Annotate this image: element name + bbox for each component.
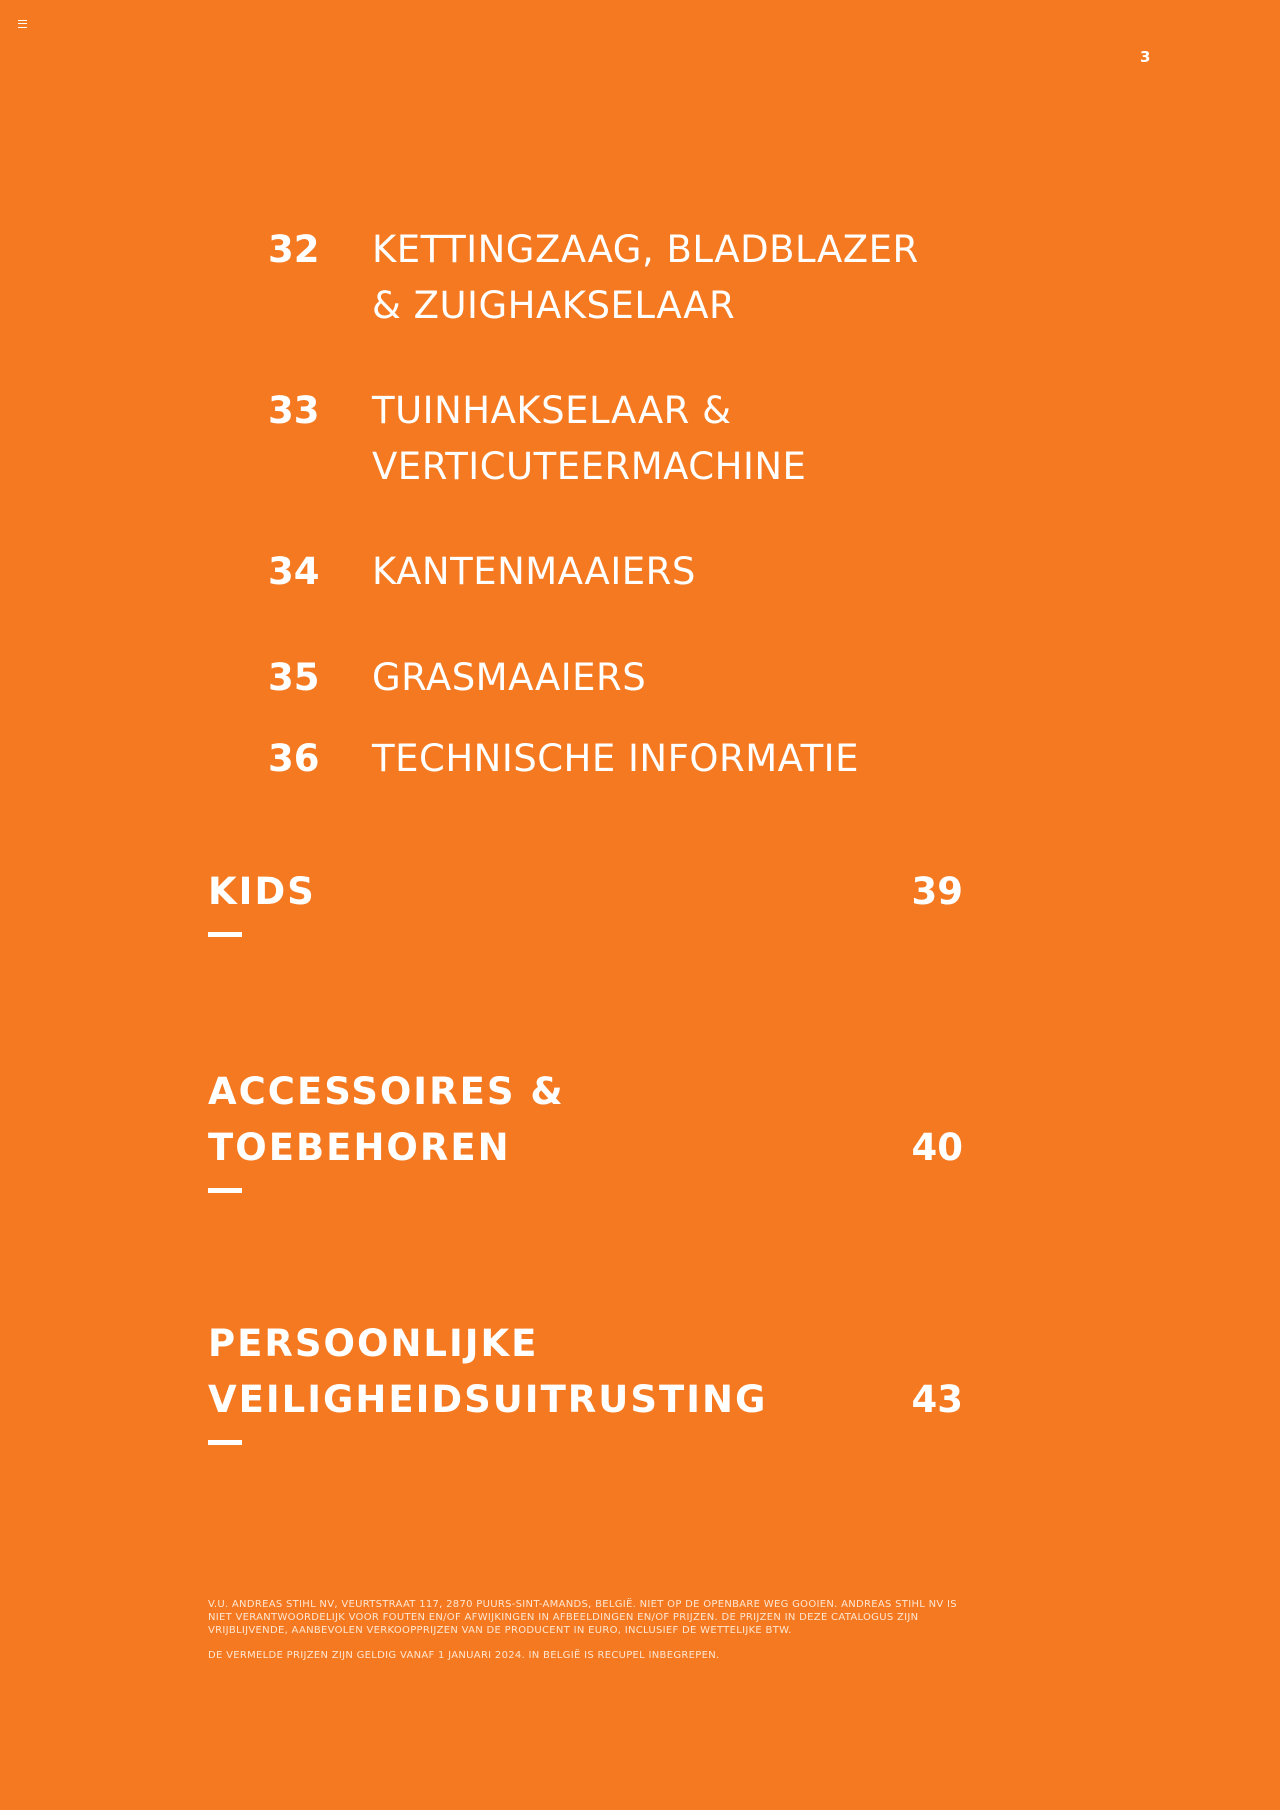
section-dash <box>208 1188 242 1193</box>
menu-icon[interactable] <box>18 20 27 28</box>
section-page-number: 39 <box>911 870 963 913</box>
section-title: ACCESSOIRES & TOEBEHOREN <box>208 1070 565 1169</box>
section-persoonlijke[interactable] <box>208 1316 963 1445</box>
toc-title: KETTINGZAAG, BLADBLAZER & ZUIGHAKSELAAR <box>372 228 919 327</box>
toc-number: 34 <box>268 550 320 593</box>
price-validity-text: DE VERMELDE PRIJZEN ZIJN GELDIG VANAF 1 JANUARI 2024. IN BELGIË IS RECUPEL INBEGREPEN. <box>208 1650 720 1661</box>
section-kids[interactable] <box>208 864 963 937</box>
legal-text: V.U. ANDREAS STIHL NV, VEURTSTRAAT 117, 2870 PUURS-SINT-AMANDS, BELGIË. NIET OP DE OPENBARE WEG GOOIEN. ANDREAS STIHL NV IS NIET VERANTWOORDELIJK VOOR FOUTEN EN/OF AFWIJKINGEN IN AFBEELDINGEN EN/OF PRIJZEN. DE PRIJZEN IN DEZE CATALOGUS ZIJN VRIJBLIJVENDE, AANBEVOLEN VERKOOPPRIJZEN VAN DE PRODUCENT IN EURO, INCLUSIEF DE WETTELIJKE BTW. <box>208 1599 957 1636</box>
legal-footer <box>208 1598 978 1674</box>
toc-title: TUINHAKSELAAR & VERTICUTEERMACHINE <box>372 389 807 488</box>
section-dash <box>208 1440 242 1445</box>
toc-number: 35 <box>268 656 320 699</box>
section-page-number: 40 <box>911 1126 963 1169</box>
section-dash <box>208 932 242 937</box>
toc-number: 33 <box>268 389 320 432</box>
toc-title: KANTENMAAIERS <box>372 550 696 593</box>
toc-number: 32 <box>268 228 320 271</box>
section-page-number: 43 <box>911 1378 963 1421</box>
toc-title: TECHNISCHE INFORMATIE <box>372 737 859 780</box>
section-accessoires[interactable] <box>208 1064 963 1193</box>
section-title: PERSOONLIJKE VEILIGHEIDSUITRUSTING <box>208 1322 768 1421</box>
section-title: KIDS <box>208 870 316 913</box>
toc-title: GRASMAAIERS <box>372 656 647 699</box>
page-number: 3 <box>1140 48 1151 66</box>
toc-number: 36 <box>268 737 320 780</box>
